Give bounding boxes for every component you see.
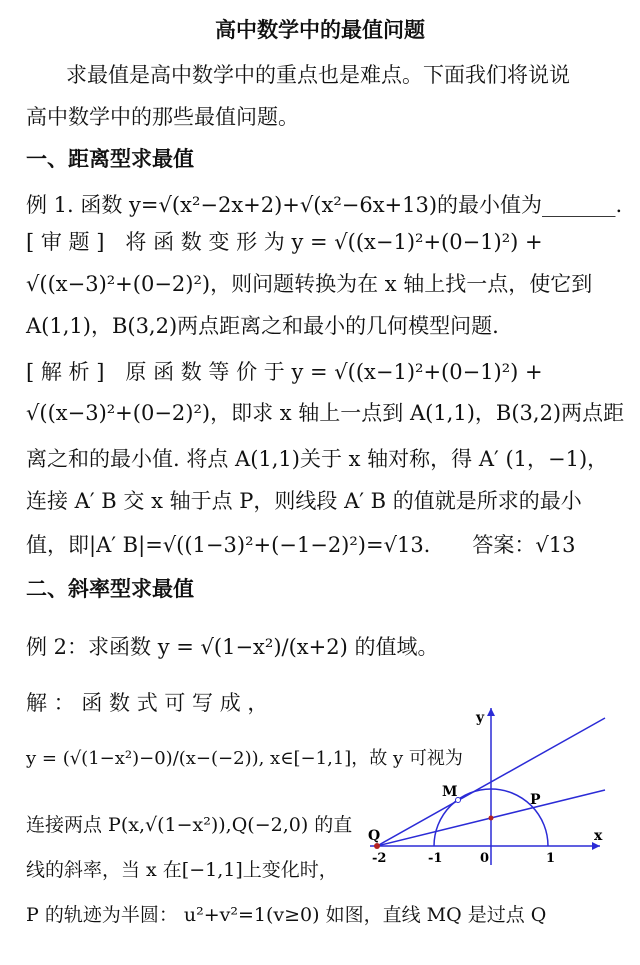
analysis-line-2: √((x−3)²+(0−2)²)，即求 x 轴上一点到 A(1,1)，B(3,2)两点距 (26, 401, 625, 425)
label-q: Q (368, 828, 381, 844)
section1-heading: 一、距离型求最值 (26, 147, 194, 171)
example1-question: 例 1. 函数 y=√(x²−2x+2)+√(x²−6x+13)的最小值为_______. (26, 193, 623, 217)
tick-neg1: -1 (428, 851, 443, 866)
semicircle-graph (360, 700, 610, 870)
x-axis-label: x (594, 828, 603, 844)
intro-line-1: 求最值是高中数学中的重点也是难点。下面我们将说说 (66, 63, 570, 87)
solution-line-5: P 的轨迹为半圆： u²+v²=1(v≥0) 如图，直线 MQ 是过点 Q (26, 904, 547, 926)
label-m: M (442, 784, 458, 800)
tick-0: 0 (480, 851, 490, 866)
example2-question: 例 2：求函数 y = √(1−x²)/(x+2) 的值域。 (26, 635, 439, 659)
page-title: 高中数学中的最值问题 (215, 18, 425, 42)
solution-line-4: 线的斜率，当 x 在[−1,1]上变化时， (26, 859, 338, 881)
section2-heading: 二、斜率型求最值 (26, 577, 194, 601)
analysis-line-4: 连接 A′ B 交 x 轴于点 P，则线段 A′ B 的值就是所求的最小 (26, 489, 582, 513)
tick-neg2: -2 (372, 851, 387, 866)
review-line-2: √((x−3)²+(0−2)²)，则问题转换为在 x 轴上找一点，使它到 (26, 272, 593, 296)
tick-1: 1 (546, 851, 556, 866)
solution-line-2: y = (√(1−x²)−0)/(x−(−2)), x∈[−1,1]，故 y 可视为 (26, 748, 463, 769)
analysis-line-3: 离之和的最小值. 将点 A(1,1)关于 x 轴对称，得 A′ (1，−1)， (26, 447, 609, 471)
intro-line-2: 高中数学中的那些最值问题。 (26, 105, 299, 129)
analysis-line-5: 值，即|A′ B|=√((1−3)²+(−1−2)²)=√13. 答案：√13 (26, 533, 576, 557)
y-axis-arrow (487, 708, 495, 716)
review-line-3: A(1,1)，B(3,2)两点距离之和最小的几何模型问题. (26, 314, 499, 338)
analysis-line-1: [ 解 析 ] 原 函 数 等 价 于 y = √((x−1)²+(0−1)²) + (26, 360, 543, 384)
solution-line-1: 解 ： 函 数 式 可 写 成 ， (26, 691, 269, 715)
review-line-1: [ 审 题 ] 将 函 数 变 形 为 y = √((x−1)²+(0−1)²) + (26, 230, 543, 254)
label-p: P (530, 792, 541, 808)
point-center (489, 816, 494, 821)
solution-line-3: 连接两点 P(x,√(1−x²)),Q(−2,0) 的直 (26, 814, 353, 836)
y-axis-label: y (476, 710, 485, 726)
